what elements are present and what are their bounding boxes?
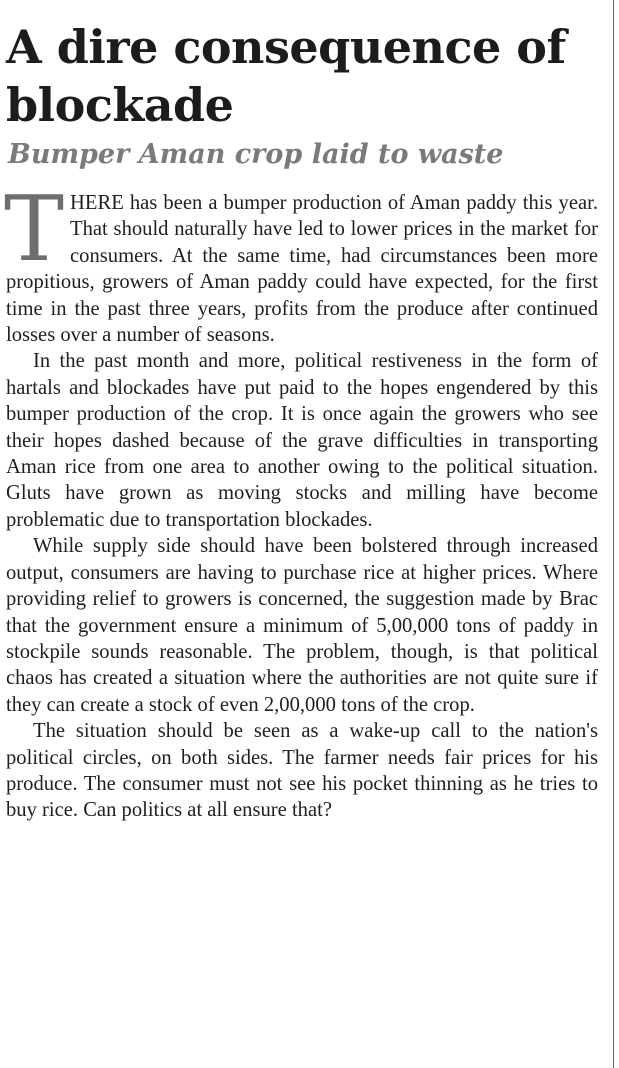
paragraph-2: In the past month and more, political restiveness in the form of hartals and blockades have put paid to the hopes engendered by this bumper production of the crop. It is once again the growers who see their hopes dashed because of the grave difficulties in transporting Aman rice from one area to another owing to the political situation. Gluts have grown as moving stocks and milling have become problematic due to transportation blockades. xyxy=(6,350,598,531)
paragraph-3: While supply side should have been bolstered through increased output, consumers are having to purchase rice at higher prices. Where providing relief to growers is concerned, the suggestion made by Brac that the government ensure a minimum of 5,00,000 tons of paddy in stockpile sounds reasonable. The problem, though, is that political chaos has created a situation where the authorities are not quite sure if they can create a stock of even 2,00,000 tons of the crop. xyxy=(6,535,598,716)
paragraph-1-text: HERE has been a bumper production of Aman paddy this year. That should naturally have led to lower prices in the market for consumers. At the same time, had circumstances been more propitious, growers of Aman paddy could have expected, for the first time in the past three years, profits from the produce after continued losses over a number of seasons. xyxy=(6,192,598,347)
editorial-article xyxy=(6,18,598,824)
paragraph-1 xyxy=(4,177,598,348)
paragraph-4: The situation should be seen as a wake-up call to the nation's political circles, on both sides. The farmer needs fair prices for his produce. The consumer must not see his pocket thinning as he tries to buy rice. Can politics at all ensure that? xyxy=(6,720,598,822)
headline: A dire consequence of blockade xyxy=(6,20,566,132)
drop-cap: T xyxy=(4,177,65,282)
subheadline: Bumper Aman crop laid to waste xyxy=(8,139,504,170)
column-rule xyxy=(613,0,614,1068)
article-body xyxy=(4,177,598,824)
